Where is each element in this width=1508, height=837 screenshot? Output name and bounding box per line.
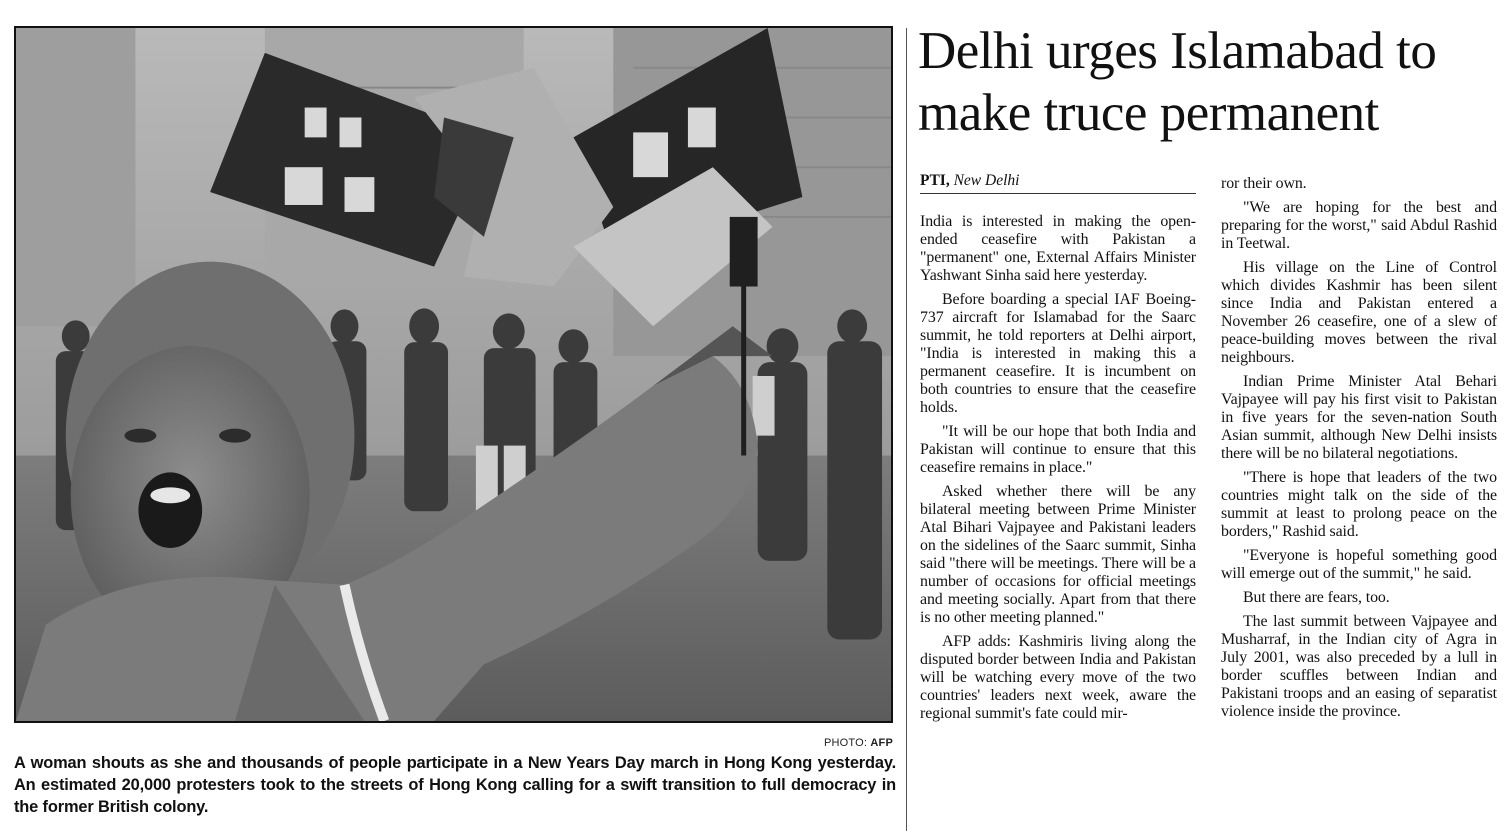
paragraph: "Everyone is hopeful something good will emerge out of the summit," he said.: [1221, 547, 1497, 582]
paragraph: But there are fears, too.: [1243, 589, 1390, 606]
paragraph: "We are hoping for the best and preparing for the worst," said Abdul Rashid in Teetwal.: [1221, 199, 1497, 252]
article-column-1: [920, 213, 1196, 729]
paragraph: The last summit between Vajpayee and Musharraf, in the Indian city of Agra in July 2001, was also preceded by a lull in border scuffles between Indian and Pakistani troops and an easing of separatist violence inside the province.: [1221, 613, 1497, 720]
paragraph: Before boarding a special IAF Boeing-737 aircraft for Islamabad for the Saarc summit, he told reporters at Delhi airport, "India is interested in making this a permanent ceasefire. It is incumbent on both countries to ensure that the ceasefire holds.: [920, 291, 1196, 416]
photo-caption: A woman shouts as she and thousands of people participate in a New Years Day march in Hong Kong yesterday. An estimated 20,000 protesters took to the streets of Hong Kong calling for a swift transition to full democracy in the former British colony.: [14, 754, 896, 816]
paragraph: "There is hope that leaders of the two countries might talk on the side of the summit at least to prolong peace on the borders," Rashid said.: [1221, 469, 1497, 540]
paragraph: India is interested in making the open-ended ceasefire with Pakistan a "permanent" one, External Affairs Minister Yashwant Sinha said here yesterday.: [920, 213, 1196, 284]
news-photo: [14, 26, 893, 723]
article-byline: PTI, New Delhi: [920, 172, 1196, 194]
article-column-2: [1221, 175, 1497, 727]
paragraph: AFP adds: Kashmiris living along the disputed border between India and Pakistan will be watching every move of the two countries' leaders next week, aware the regional summit's fate could mir-: [920, 633, 1196, 722]
protest-march-photo: [16, 28, 891, 721]
article-headline: Delhi urges Islamabad to make truce permanent: [918, 22, 1437, 142]
paragraph: "It will be our hope that both India and Pakistan will continue to ensure that this ceasefire remains in place.": [920, 423, 1196, 476]
column-divider: [906, 28, 907, 831]
paragraph: His village on the Line of Control which divides Kashmir has been silent since India and Pakistan entered a November 26 ceasefire, one of a slew of peace-building moves between the rival neighbours.: [1221, 259, 1497, 366]
photo-credit: PHOTO: AFP: [823, 737, 893, 749]
paragraph: Asked whether there will be any bilateral meeting between Prime Minister Atal Bihari Vajpayee and Pakistani leaders on the sidelines of the Saarc summit, Sinha said "there will be meetings. There will be a number of occasions for official meetings and meeting socially. Apart from that there is no other meeting planned.": [920, 483, 1196, 626]
paragraph: Indian Prime Minister Atal Behari Vajpayee will pay his first visit to Pakistan in five years for the seven-nation South Asian summit, although New Delhi insists there will be no bilateral negotiations.: [1221, 373, 1497, 462]
paragraph: ror their own.: [1221, 175, 1307, 192]
